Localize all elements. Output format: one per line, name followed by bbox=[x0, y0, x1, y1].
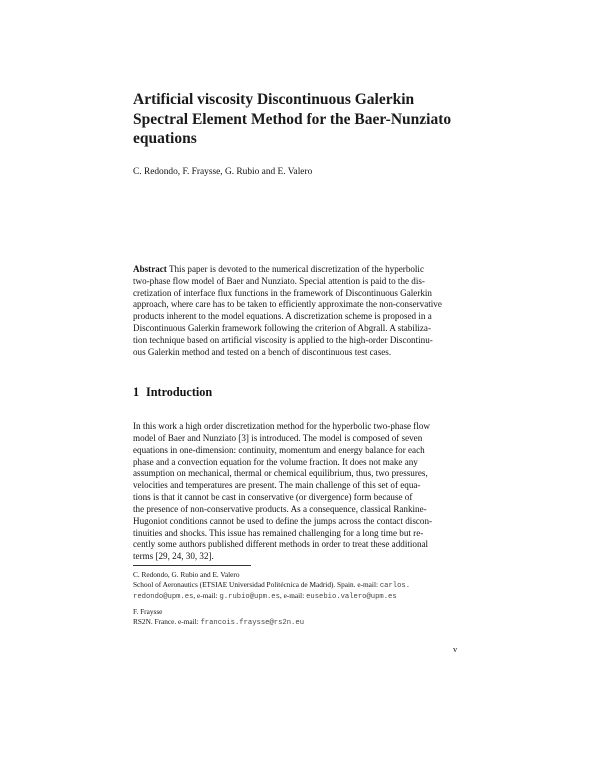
intro-line: terms [29, 24, 30, 32]. bbox=[133, 551, 214, 562]
abstract-line: products inherent to the model equations. A discretization scheme is proposed in a bbox=[133, 311, 432, 322]
title-line: Spectral Element Method for the Baer-Nunziato bbox=[133, 110, 452, 128]
email-separator: , e-mail: bbox=[193, 591, 220, 601]
title-line: Artificial viscosity Discontinuous Galerkin bbox=[133, 91, 415, 108]
abstract bbox=[133, 264, 458, 358]
footnote-line bbox=[133, 580, 458, 591]
intro-line: Hugoniot conditions cannot be used to define the jumps across the contact discon- bbox=[133, 515, 433, 526]
email-link[interactable]: redondo@upm.es bbox=[133, 593, 194, 602]
email-link[interactable]: g.rubio@upm.es bbox=[219, 593, 280, 602]
email-link[interactable]: eusebio.valero@upm.es bbox=[306, 593, 397, 602]
section-title-text: Introduction bbox=[146, 385, 213, 399]
affiliation-text: School of Aeronautics (ETSIAE Universidad Politécnica de Madrid). Spain. e-mail: bbox=[133, 580, 380, 590]
abstract-label: Abstract bbox=[133, 264, 167, 274]
abstract-line bbox=[133, 264, 458, 276]
abstract-line: approach, where care has to be taken to efficiently approximate the non-conservative bbox=[133, 299, 442, 310]
abstract-line: ous Galerkin method and tested on a bench of discontinuous test cases. bbox=[133, 346, 392, 357]
section-number: 1 bbox=[133, 385, 140, 399]
title-line: equations bbox=[133, 130, 197, 147]
intro-line: In this work a high order discretization method for the hyperbolic two-phase flow bbox=[133, 421, 430, 431]
intro-line: the presence of non-conservative products. As a consequence, classical Rankine- bbox=[133, 503, 427, 514]
abstract-line: two-phase flow model of Baer and Nunziato. Special attention is paid to the dis- bbox=[133, 275, 425, 286]
footnote-names: F. Fraysse bbox=[133, 606, 163, 616]
intro-line: phase and a convection equation for the volume fraction. It does not make any bbox=[133, 456, 418, 467]
abstract-line: cretization of interface flux functions in the framework of Discontinuous Galerkin bbox=[133, 287, 432, 298]
abstract-line: tion technique based on artificial viscosity is applied to the high-order Discontinu- bbox=[133, 334, 433, 345]
intro-line: tinuities and shocks. This issue has remained challenging for a long time but re- bbox=[133, 527, 424, 538]
email-separator: , e-mail: bbox=[279, 591, 307, 601]
paper-title bbox=[133, 90, 458, 149]
footnote-affiliation-2 bbox=[133, 607, 458, 628]
intro-line: model of Baer and Nunziato [3] is introduced. The model is composed of seven bbox=[133, 432, 423, 443]
abstract-line: Discontinuous Galerkin framework following the criterion of Abgrall. A stabiliza- bbox=[133, 322, 432, 333]
author-list: C. Redondo, F. Fraysse, G. Rubio and E. Valero bbox=[133, 167, 313, 177]
intro-line: equations in one-dimension: continuity, momentum and energy balance for each bbox=[133, 444, 425, 455]
abstract-text: This paper is devoted to the numerical discretization of the hyperbolic bbox=[166, 264, 424, 274]
intro-line: cently some authors published different methods in order to treat these additional bbox=[133, 539, 429, 550]
footnote-line bbox=[133, 591, 458, 602]
affiliation-text: RS2N. France. e-mail: bbox=[133, 616, 201, 626]
footnote-divider bbox=[133, 565, 251, 566]
email-link[interactable]: francois.fraysse@rs2n.eu bbox=[200, 618, 305, 627]
email-link[interactable]: carlos. bbox=[379, 582, 411, 591]
section-heading bbox=[133, 385, 458, 400]
introduction-paragraph bbox=[133, 421, 458, 563]
intro-line: velocities and temperatures are present. The main challenge of this set of equa- bbox=[133, 480, 421, 491]
footnote-affiliation-1 bbox=[133, 570, 458, 603]
page-number: v bbox=[453, 645, 458, 654]
intro-line: assumption on mechanical, thermal or chemical equilibrium, thus, two pressures, bbox=[133, 468, 428, 479]
footnote-names: C. Redondo, G. Rubio and E. Valero bbox=[133, 570, 240, 579]
footnote-line bbox=[133, 617, 458, 628]
footnotes bbox=[133, 570, 458, 632]
intro-line: tions is that it cannot be cast in conservative (or divergence) form because of bbox=[133, 492, 413, 503]
